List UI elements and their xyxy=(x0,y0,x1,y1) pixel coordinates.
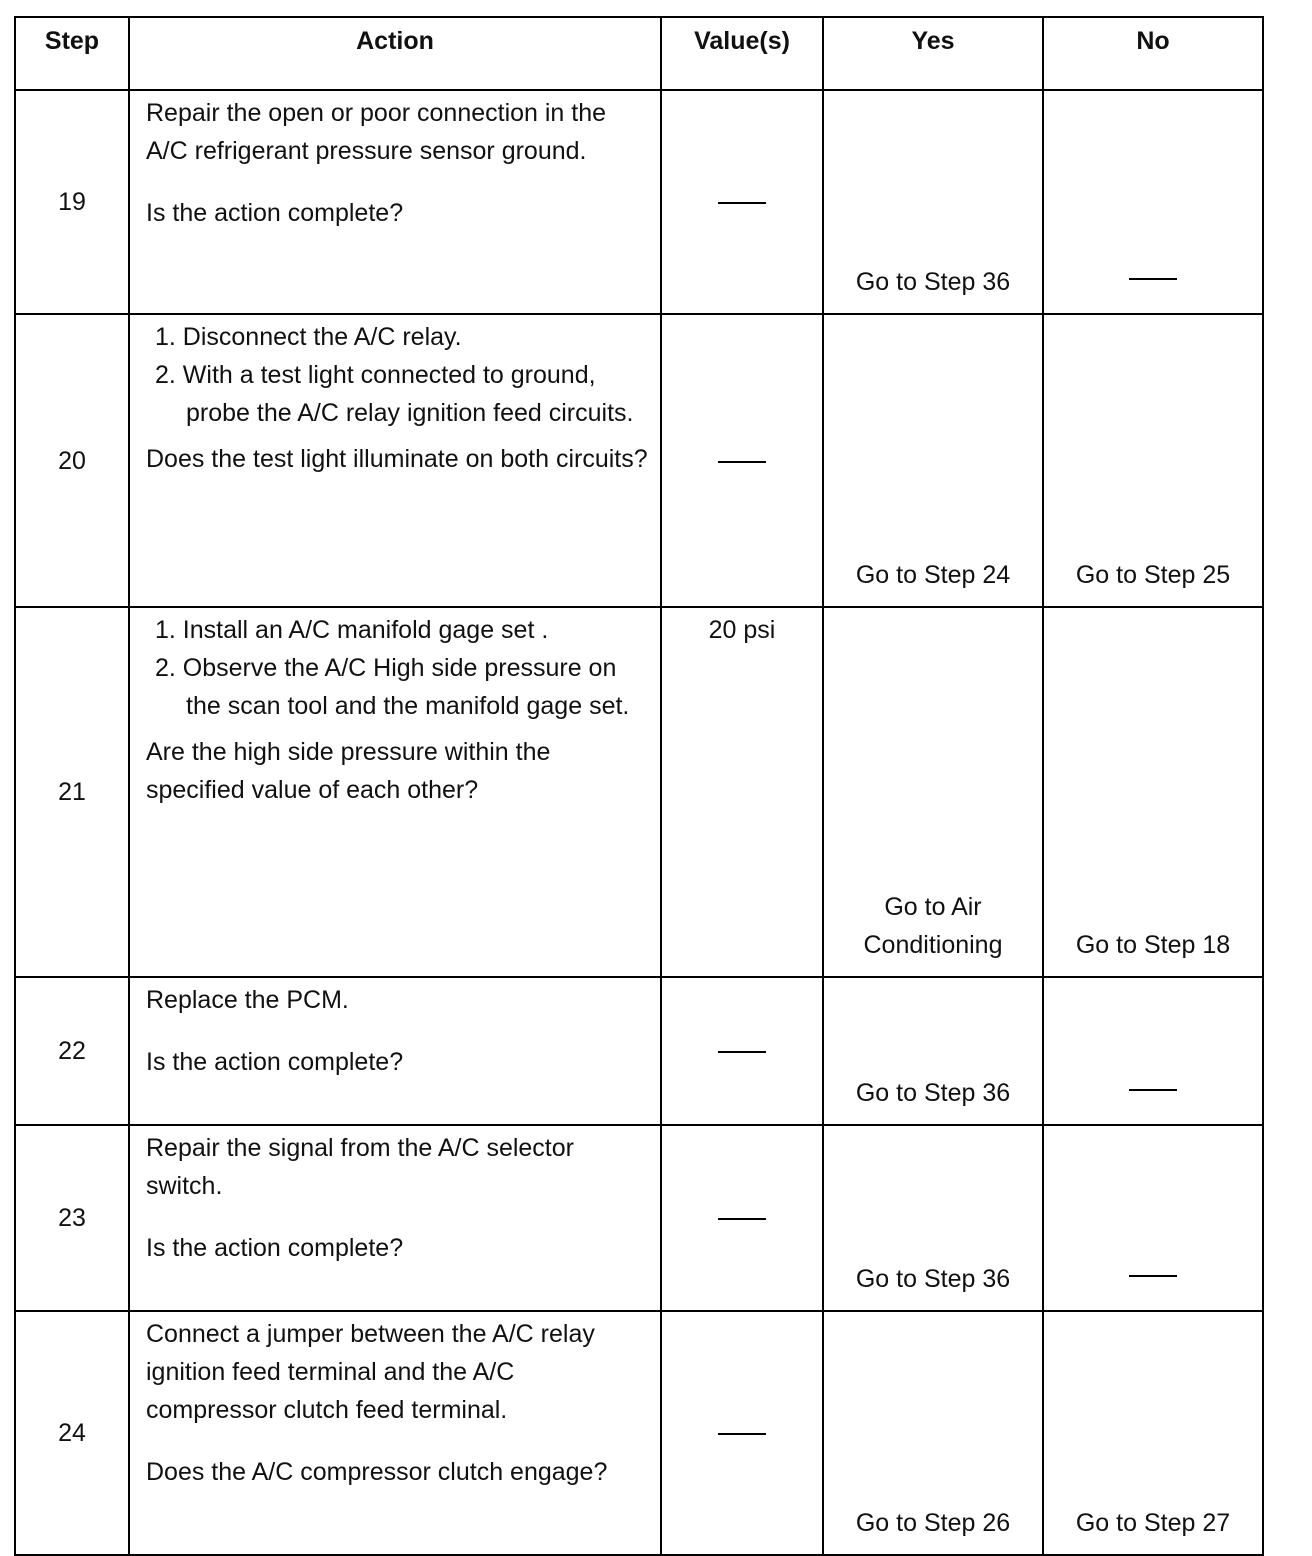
yes-cell: Go to Step 24 xyxy=(823,314,1043,607)
value-cell: 20 psi xyxy=(661,607,823,977)
action-text: Connect a jumper between the A/C relay ignition feed terminal and the A/C compressor clutch feed terminal. xyxy=(146,1320,595,1424)
action-question: Are the high side pressure within the specified value of each other? xyxy=(146,738,551,804)
action-question: Does the A/C compressor clutch engage? xyxy=(146,1458,608,1486)
table-row xyxy=(15,977,1263,1125)
value-cell xyxy=(661,90,823,314)
header-values: Value(s) xyxy=(661,17,823,90)
action-cell xyxy=(129,1125,661,1311)
no-dash xyxy=(1129,278,1177,280)
yes-cell: Go to Air Conditioning xyxy=(823,607,1043,977)
header-action: Action xyxy=(129,17,661,90)
action-question: Is the action complete? xyxy=(146,1048,404,1076)
no-cell xyxy=(1043,90,1263,314)
table-row xyxy=(15,90,1263,314)
no-dash xyxy=(1129,1275,1177,1277)
step-number: 20 xyxy=(15,314,129,607)
yes-cell: Go to Step 26 xyxy=(823,1311,1043,1555)
value-dash xyxy=(718,461,766,463)
no-cell: Go to Step 27 xyxy=(1043,1311,1263,1555)
step-number: 22 xyxy=(15,977,129,1125)
value-dash xyxy=(718,1051,766,1053)
table-row xyxy=(15,314,1263,607)
action-cell xyxy=(129,607,661,977)
value-dash xyxy=(718,1218,766,1220)
value-cell xyxy=(661,1125,823,1311)
action-cell xyxy=(129,977,661,1125)
action-step-2: 2. Observe the A/C High side pressure on the scan tool and the manifold gage set. xyxy=(155,654,630,720)
action-text: Replace the PCM. xyxy=(146,986,349,1014)
action-step-1: 1. Disconnect the A/C relay. xyxy=(155,323,462,351)
step-number: 23 xyxy=(15,1125,129,1311)
table-header-row xyxy=(15,17,1263,90)
no-cell xyxy=(1043,1125,1263,1311)
value-cell xyxy=(661,1311,823,1555)
action-cell xyxy=(129,314,661,607)
no-cell: Go to Step 18 xyxy=(1043,607,1263,977)
header-step: Step xyxy=(15,17,129,90)
value-dash xyxy=(718,1433,766,1435)
action-cell xyxy=(129,1311,661,1555)
action-cell xyxy=(129,90,661,314)
no-cell xyxy=(1043,977,1263,1125)
yes-cell: Go to Step 36 xyxy=(823,1125,1043,1311)
no-dash xyxy=(1129,1089,1177,1091)
action-text: Repair the open or poor connection in the A/C refrigerant pressure sensor ground. xyxy=(146,99,607,165)
step-number: 24 xyxy=(15,1311,129,1555)
step-number: 21 xyxy=(15,607,129,977)
header-no: No xyxy=(1043,17,1263,90)
action-step-1: 1. Install an A/C manifold gage set . xyxy=(155,616,549,644)
table-row xyxy=(15,607,1263,977)
action-question: Is the action complete? xyxy=(146,1234,404,1262)
diagnostic-table xyxy=(14,16,1264,1556)
value-cell xyxy=(661,977,823,1125)
action-text: Repair the signal from the A/C selector switch. xyxy=(146,1134,574,1200)
table-row xyxy=(15,1125,1263,1311)
action-step-2: 2. With a test light connected to ground, probe the A/C relay ignition feed circuits. xyxy=(155,361,634,427)
action-question: Is the action complete? xyxy=(146,199,404,227)
table-row xyxy=(15,1311,1263,1555)
value-dash xyxy=(718,202,766,204)
yes-cell: Go to Step 36 xyxy=(823,977,1043,1125)
step-number: 19 xyxy=(15,90,129,314)
no-cell: Go to Step 25 xyxy=(1043,314,1263,607)
header-yes: Yes xyxy=(823,17,1043,90)
value-cell xyxy=(661,314,823,607)
yes-cell: Go to Step 36 xyxy=(823,90,1043,314)
action-question: Does the test light illuminate on both circuits? xyxy=(146,445,648,473)
